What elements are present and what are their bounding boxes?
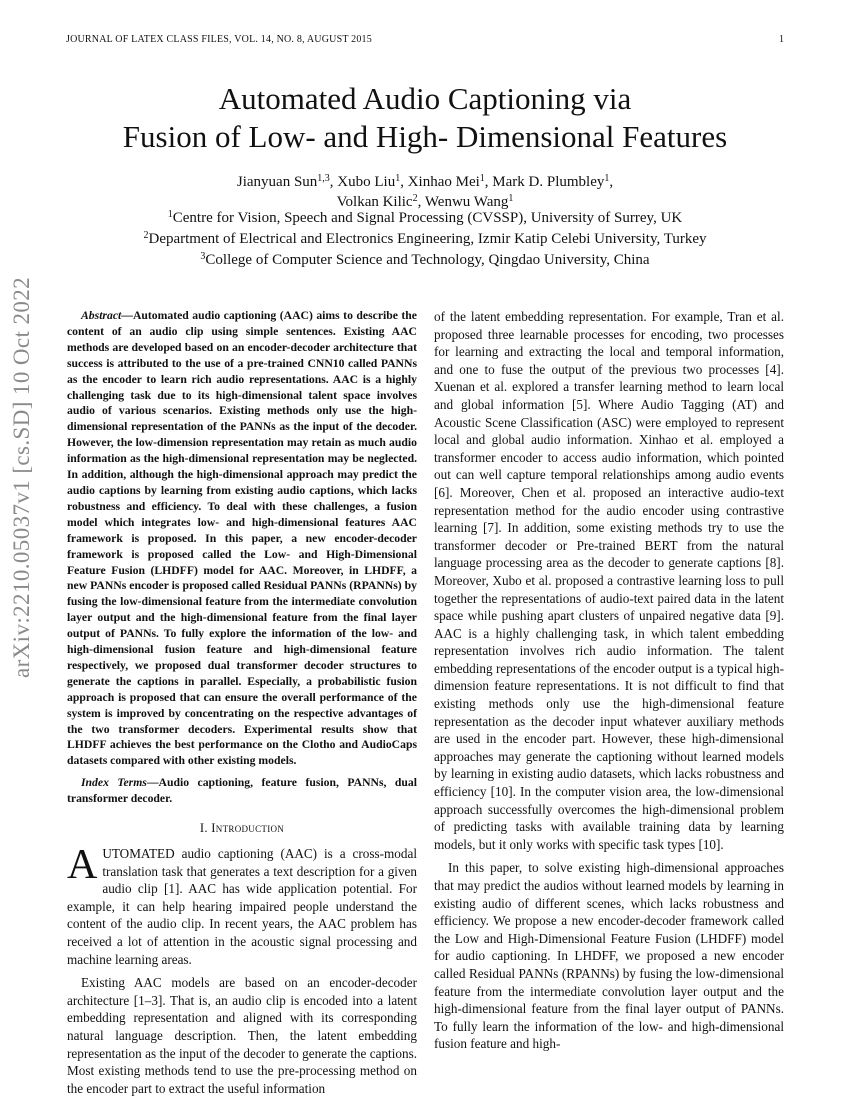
author-name: Wenwu Wang: [424, 194, 509, 210]
index-terms-label: Index Terms: [81, 776, 147, 790]
affiliation: $^2$Department of Electrical and Electronics Engineering, Izmir Katip Celebi University, Turkey: [143, 230, 707, 247]
affiliation-list: [0, 208, 850, 271]
author-affil-mark: 2: [412, 193, 418, 204]
right-column: [434, 308, 784, 1053]
author-name: Mark D. Plumbley: [492, 174, 605, 190]
author-affil-mark: 1,3: [317, 173, 330, 184]
intro-paragraph-1: AUTOMATED audio captioning (AAC) is a cross-modal translation task that generates a text description for a given audio clip [1]. AAC has wide application potential. For example, it can help hearing impaired people understand the content of the audio clip. In recent years, the AAC problem has received a lot of attention in the acoustic signal processing and machine learning areas.: [67, 842, 418, 967]
right-paragraph-1: of the latent embedding representation. For example, Tran et al. proposed three learnable processes for encoding, two processes for learning and extracting the local and temporal information, and one to fuse the output of the previous two processes [4]. Xuenan et al. explored a transfer learning method to learn local and global information [5]. Where Audio Tagging (AT) and Acoustic Scene Classification (ASC) were employed to represent local and global audio information. Xinhao et al. employed a transformer encoder to access audio information, which pointed out can well capture temporal relationships among audio events [6]. Moreover, Chen et al. proposed an interactive audio-text representation method for the audio encoder using contrastive learning [7]. In addition, some existing methods try to use the transformer decoder or Pre-trained BERT from the natural language processing area as the decoder to generate captions [8]. Moreover, Xubo et al. proposed a contrastive learning loss to pull together the representations of audio-text paired data in the latent space while pushing apart clusters of unpaired negative data [9]. AAC is a highly challenging task, in which talent embedding representation involves rich audio information. The talent embedding representations of the encoder output is a typical high-dimension feature representations. It is not difficult to find that existing methods only use the high-dimensional feature representation as the decoder input whatever auxiliary methods are used in the encoder part. However, these high-dimensional approaches may generate the captioning without learned models by learning in existing audio datasets, which lacks robustness and efficiency [10]. In the computer vision area, the low-dimensional approach successfully overcomes the high-dimensional problem of predicting tasks with available training data by learning models, but it only works with specific task types [10].: [434, 309, 784, 852]
author-name: Xinhao Mei: [407, 174, 480, 190]
section-heading: I. Introduction: [199, 821, 285, 836]
affiliation: $^1$Centre for Vision, Speech and Signal Processing (CVSSP), University of Surrey, UK: [167, 209, 683, 226]
author-name: Jianyuan Sun: [236, 174, 318, 190]
drop-cap: A: [67, 842, 98, 889]
drop-cap-rest: UTOMATED: [102, 846, 175, 862]
author-name: Xubo Liu: [337, 174, 396, 190]
author-affil-mark: 1: [395, 173, 401, 184]
title-line-1: Automated Audio Captioning via: [218, 81, 632, 116]
running-head: JOURNAL OF LATEX CLASS FILES, VOL. 14, NO. 8, AUGUST 2015: [66, 34, 372, 45]
abstract-text: Automated audio captioning (AAC) aims to describe the content of an audio clip using simple sentences. Existing AAC methods are developed based on an encoder-decoder architecture that success is attributed to the use of a pre-trained CNN10 called PANNs as the encoder to learn rich audio representations. AAC is a highly challenging task due to its high-dimensional talent space involves audio of various scenarios. Existing methods only use the high-dimensional representation of the PANNs as the input of the decoder. However, the low-dimension representation may retain as much audio information as the high-dimensional representation may be neglected. In addition, although the high-dimensional approach may predict the audio captions by learning from existing audio captions, which lacks robustness and efficiency. To deal with these challenges, a fusion model which integrates low- and high-dimensional features AAC framework is proposed. In this paper, a new encoder-decoder framework is proposed called the Low- and High-Dimensional Feature Fusion (LHDFF) model for AAC. Moreover, in LHDFF, a new PANNs encoder is proposed called Residual PANNs (RPANNs) by fusing the low-dimensional feature from the intermediate convolution layer output and the high-dimensional feature from the final layer output of PANNs. To fully explore the information of the low- and high-dimensional fusion feature and high-dimensional feature respectively, we proposed dual transformer decoder structures to generate the captions in parallel. Especially, a probabilistic fusion approach is proposed that can ensure the overall performance of the system is improved by concentrating on the respective advantages of the two transformer decoders. Experimental results show that LHDFF achieves the best performance on the Clotho and AudioCaps datasets compared with other existing models.: [67, 309, 417, 768]
index-terms-text: Audio captioning, feature fusion, PANNs, dual transformer decoder.: [67, 776, 417, 806]
title-line-2: Fusion of Low- and High- Dimensional Features: [122, 119, 728, 154]
author-affil-mark: 1: [508, 193, 514, 204]
index-terms: Index Terms—Audio captioning, feature fusion, PANNs, dual transformer decoder.: [67, 776, 417, 806]
arxiv-stamp[interactable]: arXiv:2210.05037v1 [cs.SD] 10 Oct 2022: [9, 276, 34, 678]
author-affil-mark: 1: [604, 173, 610, 184]
abstract: Abstract—Automated audio captioning (AAC) aims to describe the content of an audio clip using simple sentences. Existing AAC methods are developed based on an encoder-decoder architecture that success is attributed to the use of a pre-trained CNN10 called PANNs as the encoder to learn rich audio representations. AAC is a highly challenging task due to its high-dimensional talent space involves audio of various scenarios. Existing methods only use the high-dimensional representation of the PANNs as the input of the decoder. However, the low-dimension representation may retain as much audio information as the high-dimensional representation may be neglected. In addition, although the high-dimensional approach may predict the audio captions by learning from existing audio captions, which lacks robustness and efficiency. To deal with these challenges, a fusion model which integrates low- and high-dimensional features AAC framework is proposed. In this paper, a new encoder-decoder framework is proposed called the Low- and High-Dimensional Feature Fusion (LHDFF) model for AAC. Moreover, in LHDFF, a new PANNs encoder is proposed called Residual PANNs (RPANNs) by fusing the low-dimensional feature from the intermediate convolution layer output and the high-dimensional feature from the final layer output of PANNs. To fully explore the information of the low- and high-dimensional fusion feature and high-dimensional feature respectively, we proposed dual transformer decoder structures to generate the captions in parallel. Especially, a probabilistic fusion approach is proposed that can ensure the overall performance of the system is improved by concentrating on the respective advantages of the two transformer decoders. Experimental results show that LHDFF achieves the best performance on the Clotho and AudioCaps datasets compared with other existing models.: [67, 309, 417, 768]
right-paragraph-2: In this paper, to solve existing high-dimensional approaches that may predict the audios without learned models by learning in existing audio of different scenes, which lacks robustness and efficiency. We propose a new encoder-decoder framework called the Low and High-Dimensional Feature Fusion (LHDFF) model for audio captioning. In LHDFF, we proposed a new encoder called Residual PANNs (RPANNs) by fusing the low-dimensional feature from the intermediate convolution layer output and the high-dimensional feature from the final layer output of PANNs. To fully learn the information of the low- and high-dimensional fusion feature and high-: [434, 860, 784, 1052]
paper-title: [0, 80, 850, 156]
abstract-label: Abstract: [81, 309, 122, 322]
author-affil-mark: 1: [479, 173, 485, 184]
author-line-2: Volkan Kilic$^2$, Wenwu Wang$^1$: [336, 193, 514, 210]
affiliation: $^3$College of Computer Science and Technology, Qingdao University, China: [200, 251, 650, 268]
author-list: [0, 172, 850, 212]
left-column: [67, 308, 417, 1097]
author-line-1: Jianyuan Sun$^{1,3}$, Xubo Liu$^1$, Xinhao Mei$^1$, Mark D. Plumbley$^1$,: [236, 173, 614, 190]
page-number: 1: [779, 34, 784, 45]
author-name: Volkan Kilic: [336, 194, 413, 210]
intro-paragraph-2: Existing AAC models are based on an encoder-decoder architecture [1–3]. That is, an audio clip is encoded into a latent embedding representation and aligned with its corresponding natural language description. Then, the latent embedding representation as the input of the decoder to generate the captions. Most existing methods tend to use the pre-processing method on the encoder part to extract the useful information: [67, 975, 417, 1096]
